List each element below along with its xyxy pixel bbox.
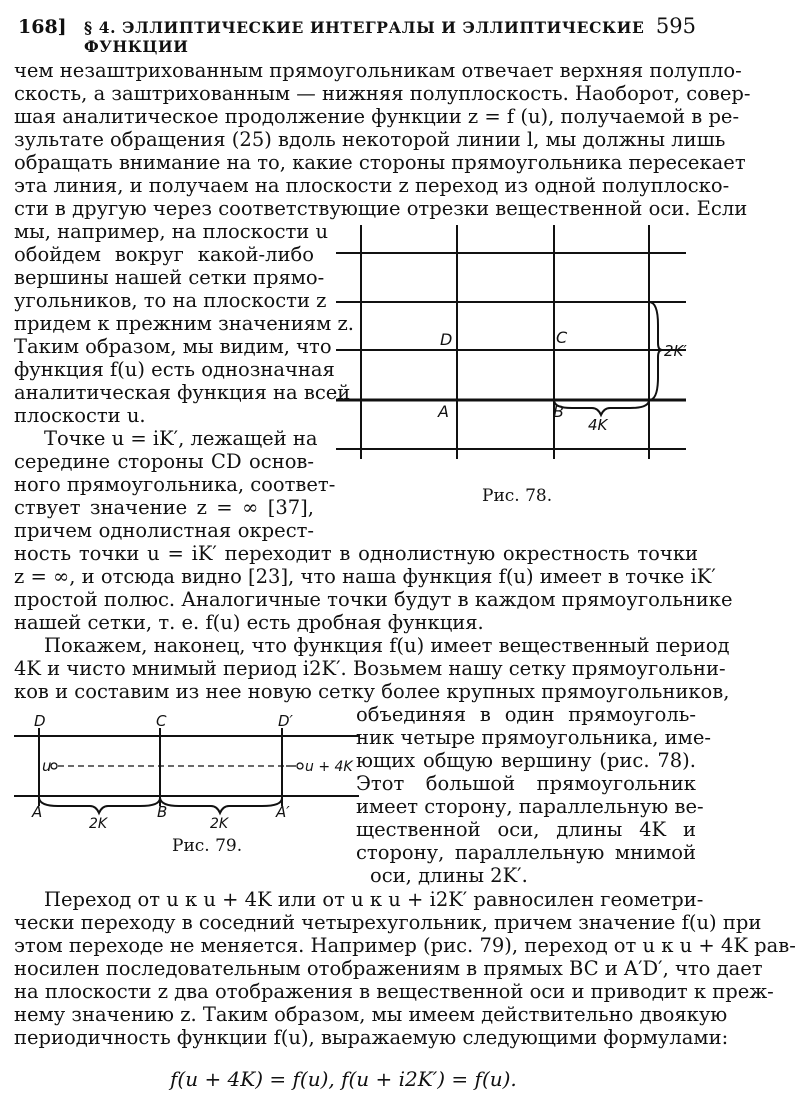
text-line: периодичность функции f(u), выражаемую следующими формулами: [14, 1026, 729, 1049]
fig78-label-bottom: 4K [588, 416, 608, 434]
text-line: нашей сетки, т. е. f(u) есть дробная функция. [14, 611, 484, 634]
fig79-label-u4k: u + 4K [305, 759, 353, 775]
page-number-right: 595 [655, 14, 696, 38]
page-header [14, 6, 698, 56]
text-line: нему значению z. Таким образом, мы имеем действительно двоякую [14, 1003, 728, 1026]
fig78-label-a: A [438, 402, 449, 421]
fig79-label-d-prime: D′ [278, 712, 293, 730]
text-line: зультате обращения (25) вдоль некоторой линии l, мы должны лишь [14, 128, 726, 151]
fig79-label-u: u [42, 757, 52, 775]
fig79-label-2k-right: 2K [210, 816, 229, 832]
text-line: Точке u = iK′, лежащей на [44, 427, 318, 450]
text-line: обойдем вокруг какой-либо [14, 243, 314, 266]
fig78-label-d: D [440, 330, 453, 349]
text-line: ник четыре прямоугольника, име- [356, 726, 711, 749]
text-line: Таким образом, мы видим, что [14, 335, 332, 358]
text-line: 4K и чисто мнимый период i2K′. Возьмем нашу сетку прямоугольни- [14, 657, 726, 680]
fig79-label-2k-left: 2K [89, 816, 108, 832]
text-line: объединяя в один прямоуголь- [356, 703, 696, 726]
text-line: сти в другую через соответствующие отрезки вещественной оси. Если [14, 197, 748, 220]
text-line: эта линия, и получаем на плоскости z переход из одной полуплоско- [14, 174, 730, 197]
periodicity-formula: f(u + 4K) = f(u), f(u + i2K′) = f(u). [170, 1067, 517, 1091]
text-line: простой полюс. Аналогичные точки будут в каждом прямоугольнике [14, 588, 733, 611]
fig79-label-a: A [32, 803, 43, 821]
text-line: ность точки u = iK′ переходит в однолистную окрестность точки [14, 542, 698, 565]
fig79-label-a-prime: A′ [276, 803, 290, 821]
figure-78-grid [336, 225, 706, 465]
text-line: Переход от u к u + 4K или от u к u + i2K′ равносилен геометри- [44, 888, 704, 911]
text-line: обращать внимание на то, какие стороны прямоугольника пересекает [14, 151, 746, 174]
text-line: ствует значение z = ∞ [37], [14, 496, 314, 519]
text-line: этом переходе не меняется. Например (рис. 79), переход от u к u + 4K рав- [14, 934, 796, 957]
fig79-label-b: B [157, 803, 168, 821]
text-line: середине стороны CD основ- [14, 450, 314, 473]
page-number-left: 168] [18, 16, 67, 38]
text-line: ющих общую вершину (рис. 78). [356, 749, 696, 772]
text-line: придем к прежним значениям z. [14, 312, 354, 335]
text-line: сторону, параллельную мнимой [356, 841, 696, 864]
text-line: плоскости u. [14, 404, 146, 427]
text-line: функция f(u) есть однозначная [14, 358, 335, 381]
figure-79-caption: Рис. 79. [172, 836, 243, 856]
text-line: имеет сторону, параллельную ве- [356, 795, 704, 818]
text-line: ков и составим из нее новую сетку более крупных прямоугольников, [14, 680, 730, 703]
text-line: носилен последовательным отображениям в прямых BC и A′D′, что дает [14, 957, 763, 980]
fig79-label-d: D [34, 712, 46, 730]
fig78-label-side: 2K′ [664, 342, 687, 360]
text-line: вершины нашей сетки прямо- [14, 266, 325, 289]
figure-79-diagram [14, 710, 354, 830]
text-line: Покажем, наконец, что функция f(u) имеет вещественный период [44, 634, 730, 657]
text-line: ного прямоугольника, соответ- [14, 473, 336, 496]
text-line: аналитическая функция на всей [14, 381, 351, 404]
text-line: причем однолистная окрест- [14, 519, 314, 542]
text-line: Этот большой прямоугольник [356, 772, 696, 795]
text-line: z = ∞, и отсюда видно [23], что наша функция f(u) имеет в точке iK′ [14, 565, 716, 588]
text-line: мы, например, на плоскости u [14, 220, 329, 243]
text-line: шая аналитическое продолжение функции z = f (u), получаемой в ре- [14, 105, 740, 128]
text-line: чески переходу в соседний четырехугольник, причем значение f(u) при [14, 911, 762, 934]
fig78-label-b: B [553, 402, 564, 421]
text-line: оси, длины 2K′. [370, 864, 528, 887]
text-line: щественной оси, длины 4K и [356, 818, 696, 841]
text-line: угольников, то на плоскости z [14, 289, 327, 312]
text-line: чем незаштрихованным прямоугольникам отвечает верхняя полупло- [14, 59, 742, 82]
text-line: на плоскости z два отображения в вещественной оси и приводит к преж- [14, 980, 774, 1003]
fig79-label-c: C [156, 712, 167, 730]
figure-78-caption: Рис. 78. [482, 486, 553, 506]
text-line: скость, а заштрихованным — нижняя полуплоскость. Наоборот, совер- [14, 82, 751, 105]
section-title: § 4. ЭЛЛИПТИЧЕСКИЕ ИНТЕГРАЛЫ И ЭЛЛИПТИЧЕСКИЕ ФУНКЦИИ [84, 18, 645, 56]
fig78-label-c: C [556, 328, 568, 347]
